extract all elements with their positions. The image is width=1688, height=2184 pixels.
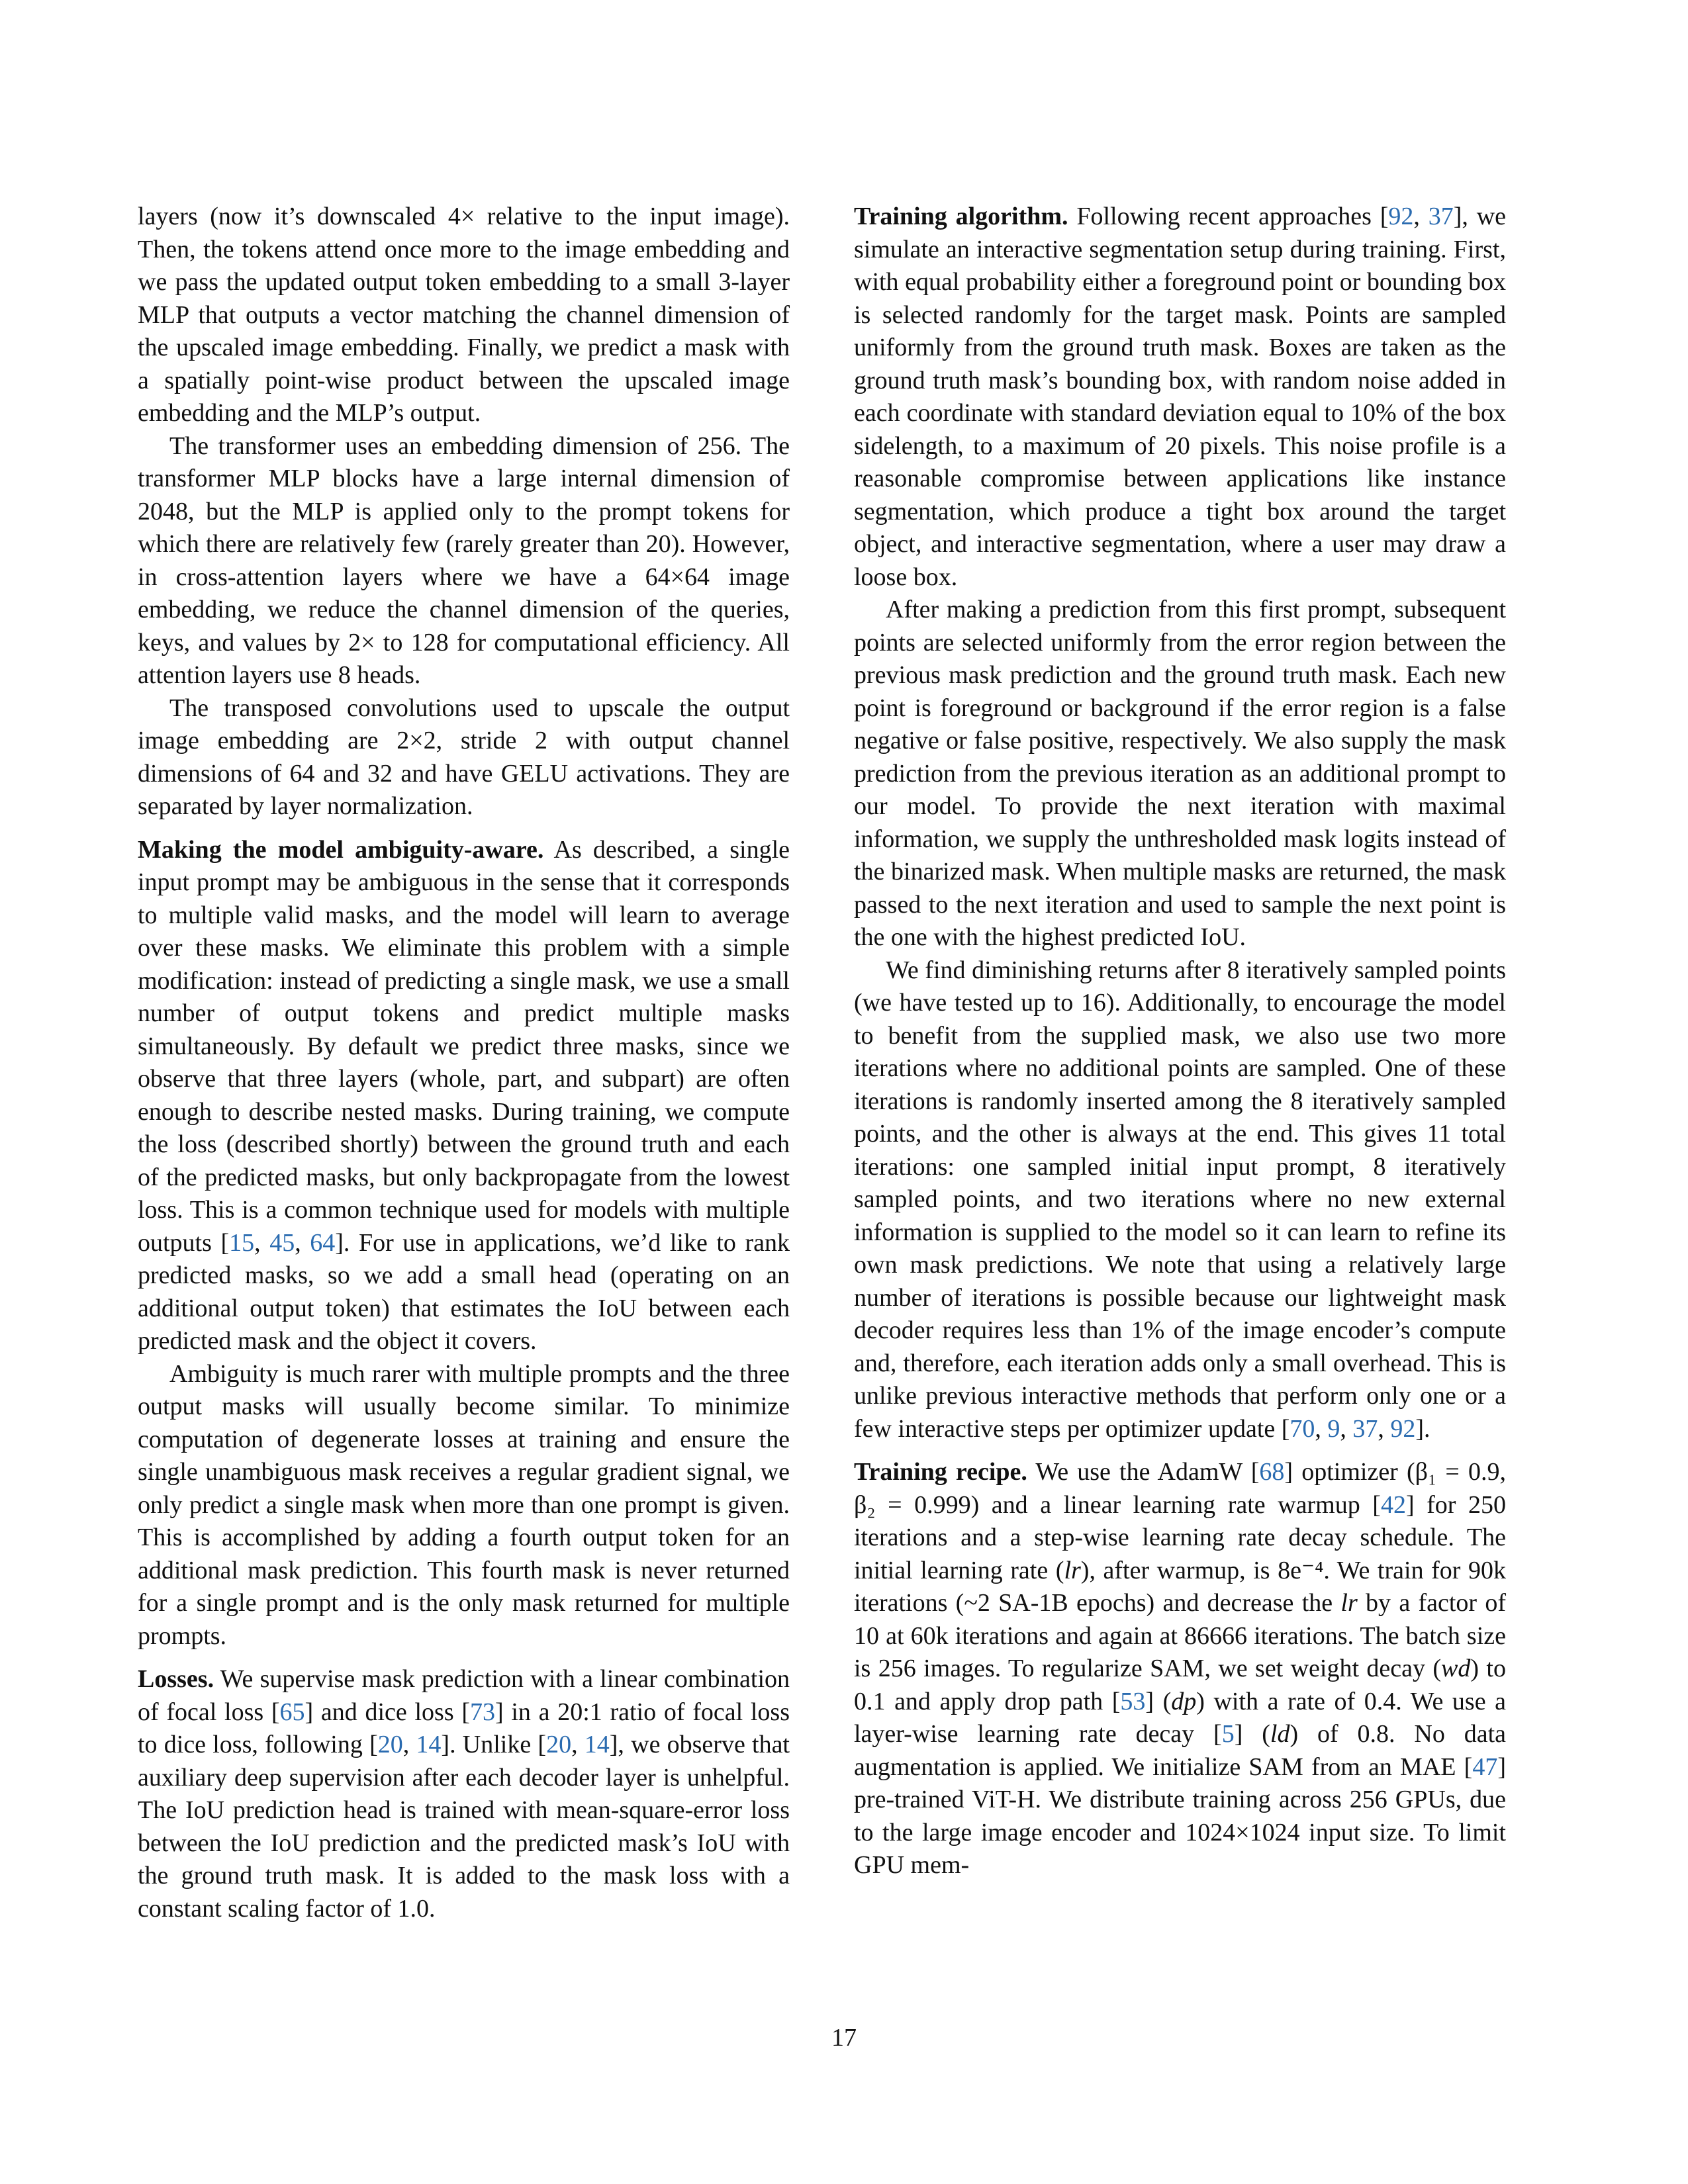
text-run: ) with a rate of 0.4. We use a layer-wise learning rate decay [: [854, 1687, 1507, 1748]
citation-link[interactable]: 37: [1428, 203, 1454, 230]
text-run: ,: [402, 1731, 416, 1758]
section-paragraph: [854, 201, 1506, 594]
text-run: ) of 0.8. No data augmentation is applied. We initialize SAM from an MAE [: [854, 1720, 1506, 1781]
citation-link[interactable]: 92: [1390, 1414, 1416, 1443]
paragraph: [138, 430, 790, 692]
citation-link[interactable]: 64: [310, 1228, 336, 1257]
left-column: [138, 201, 790, 1925]
citation-link[interactable]: 5: [1221, 1720, 1235, 1748]
text-run: The transformer uses an embedding dimension of 256. The transformer MLP blocks have a large internal dimension of 2048, but the MLP is applied only to the prompt tokens for which there are relatively few (rarely greater than 20). However, in cross-attention layers where we have a 64×64 image embedding, we reduce the channel dimension of the queries, keys, and values by 2× to 128 for computational efficiency. All attention layers use 8 heads.: [138, 432, 790, 689]
text-run: ) to 0.1 and apply drop path [: [854, 1655, 1506, 1715]
text-run: ,: [1315, 1414, 1328, 1443]
text-run: After making a prediction from this first prompt, subsequent points are selected uniformly from the error region between the previous mask prediction and the ground truth mask. Each new point is foreground or background if the error region is a false negative or false positive, respectively. We also supply the mask prediction from the previous iteration as an additional prompt to our model. To provide the next iteration with maximal information, we supply the unthresholded mask logits instead of the binarized mask. When multiple masks are returned, the mask passed to the next iteration and used to sample the next point is the one with the highest predicted IoU.: [854, 596, 1506, 951]
text-run: ,: [254, 1228, 270, 1257]
text-run: layers (now it’s downscaled 4× relative to the input image). Then, the tokens attend once more to the image embedding and we pass the updated output token embedding to a small 3-layer MLP that outputs a vector matching the channel dimension of the upscaled image embedding. Finally, we predict a mask with a spatially point-wise product between the upscaled image embedding and the MLP’s output.: [138, 203, 790, 427]
italic-term: lr: [1064, 1556, 1081, 1584]
text-run: ] (: [1145, 1687, 1172, 1715]
text-run: ], we observe that auxiliary deep supervision after each decoder layer is unhelpful. The IoU prediction head is trained with mean-square-error loss between the IoU prediction and the predicted mask’s IoU with the ground truth mask. It is added to the mask loss with a constant scaling factor of 1.0.: [138, 1731, 790, 1923]
paragraph-heading: Training recipe.: [854, 1458, 1027, 1486]
text-run: ] (: [1234, 1720, 1270, 1748]
text-run: As described, a single input prompt may be ambiguous in the sense that it corresponds to multiple valid masks, and the model will learn to average over these masks. We eliminate this problem with a simple modification: instead of predicting a single mask, we use a small number of output tokens and predict multiple masks simultaneously. By default we predict three masks, since we observe that three layers (whole, part, and subpart) are often enough to describe nested masks. During training, we compute the loss (described shortly) between the ground truth and each of the predicted masks, but only backpropagate from the lowest loss. This is a common technique used for models with multiple outputs [: [138, 835, 790, 1257]
text-run: ].: [1415, 1414, 1430, 1443]
italic-term: wd: [1441, 1655, 1471, 1682]
citation-link[interactable]: 65: [279, 1698, 305, 1726]
text-run: ] and dice loss [: [305, 1698, 470, 1726]
text-run: We find diminishing returns after 8 iteratively sampled points (we have tested up to 16). Additionally, to encourage the model to benefit from the supplied mask, we also use two more iterations where no additional points are sampled. One of these iterations is randomly inserted among the 8 iteratively sampled points, and the other is always at the end. This gives 11 total iterations: one sampled initial input prompt, 8 iteratively sampled points, and two iterations where no new external information is supplied to the model so it can learn to refine its own mask predictions. We note that using a relatively large number of iterations is possible because our lightweight mask decoder requires less than 1% of the image encoder’s compute and, therefore, each iteration adds only a small overhead. This is unlike previous interactive methods that perform only one or a few interactive steps per optimizer update [: [854, 956, 1506, 1443]
italic-term: ld: [1270, 1720, 1290, 1748]
text-run: We use the AdamW [: [1027, 1458, 1260, 1486]
text-run: ,: [1413, 203, 1429, 230]
text-run: ,: [1378, 1414, 1391, 1443]
text-run: Following recent approaches [: [1068, 203, 1389, 230]
text-run: ]. Unlike [: [441, 1731, 547, 1758]
text-run: ] for 250 iterations and a step-wise learning rate decay schedule. The initial learning rate (: [854, 1490, 1506, 1584]
italic-term: lr: [1340, 1589, 1358, 1617]
text-run: The transposed convolutions used to upscale the output image embedding are 2×2, stride 2 with output channel dimensions of 64 and 32 and have GELU activations. They are separated by layer normalization.: [138, 694, 790, 820]
text-run: by a factor of 10 at 60k iterations and again at 86666 iterations. The batch size is 256 images. To regularize SAM, we set weight decay (: [854, 1589, 1507, 1682]
section-paragraph: [138, 1663, 790, 1925]
section-paragraph: [138, 834, 790, 1358]
citation-link[interactable]: 37: [1352, 1414, 1378, 1443]
citation-link[interactable]: 42: [1380, 1490, 1406, 1519]
citation-link[interactable]: 14: [584, 1731, 610, 1758]
text-run: Ambiguity is much rarer with multiple prompts and the three output masks will usually become similar. To minimize computation of degenerate losses at training and ensure the single unambiguous mask receives a regular gradient signal, we only predict a single mask when more than one prompt is given. This is accomplished by adding a fourth output token for an additional mask prediction. This fourth mask is never returned for a single prompt and is the only mask returned for multiple prompts.: [138, 1359, 790, 1650]
citation-link[interactable]: 9: [1327, 1414, 1340, 1443]
italic-term: dp: [1171, 1687, 1197, 1715]
citation-link[interactable]: 70: [1289, 1414, 1315, 1443]
citation-link[interactable]: 68: [1259, 1458, 1285, 1486]
text-run: ,: [295, 1228, 310, 1257]
paragraph-heading: Making the model ambiguity-aware.: [138, 835, 544, 864]
paragraph: [854, 954, 1506, 1446]
citation-link[interactable]: 47: [1472, 1752, 1498, 1781]
text-run: ,: [571, 1731, 585, 1758]
text-run: ] pre-trained ViT-H. We distribute training across 256 GPUs, due to the large image encoder and 1024×1024 input size. To limit GPU mem-: [854, 1752, 1506, 1879]
citation-link[interactable]: 20: [546, 1731, 572, 1758]
paragraph: [854, 594, 1506, 954]
text-run: ,: [1340, 1414, 1353, 1443]
citation-link[interactable]: 45: [269, 1228, 295, 1257]
paragraph: [138, 201, 790, 430]
citation-link[interactable]: 14: [416, 1731, 442, 1758]
citation-link[interactable]: 53: [1120, 1687, 1146, 1715]
text-run: ]. For use in applications, we’d like to rank predicted masks, so we add a small head (operating on an additional output token) that estimates the IoU between each predicted mask and the object it covers.: [138, 1228, 790, 1355]
paragraph-heading: Losses.: [138, 1665, 214, 1693]
citation-link[interactable]: 73: [469, 1698, 495, 1726]
text-run: ] in a 20:1 ratio of focal loss to dice loss, following [: [138, 1698, 790, 1758]
right-column: [854, 201, 1506, 1882]
page-number: 17: [831, 2024, 857, 2052]
paragraph-heading: Training algorithm.: [854, 203, 1068, 230]
text-run: ), after warmup, is 8e⁻⁴. We train for 90k iterations (~2 SA-1B epochs) and decrease the: [854, 1556, 1506, 1617]
section-paragraph: [854, 1456, 1506, 1882]
citation-link[interactable]: 20: [377, 1731, 403, 1758]
text-run: We supervise mask prediction with a linear combination of focal loss [: [138, 1665, 790, 1726]
citation-link[interactable]: 92: [1388, 203, 1414, 230]
paragraph: [138, 1358, 790, 1653]
text-run: ], we simulate an interactive segmentation setup during training. First, with equal probability either a foreground point or bounding box is selected randomly for the target mask. Points are sampled uniformly from the ground truth mask. Boxes are taken as the ground truth mask’s bounding box, with random noise added in each coordinate with standard deviation equal to 10% of the box sidelength, to a maximum of 20 pixels. This noise profile is a reasonable compromise between applications like instance segmentation, which produce a tight box around the target object, and interactive segmentation, where a user may draw a loose box.: [854, 203, 1507, 591]
paragraph: [138, 692, 790, 823]
citation-link[interactable]: 15: [229, 1228, 255, 1257]
text-run: ] optimizer (β₁ = 0.9, β₂ = 0.999) and a linear learning rate warmup [: [854, 1458, 1506, 1519]
